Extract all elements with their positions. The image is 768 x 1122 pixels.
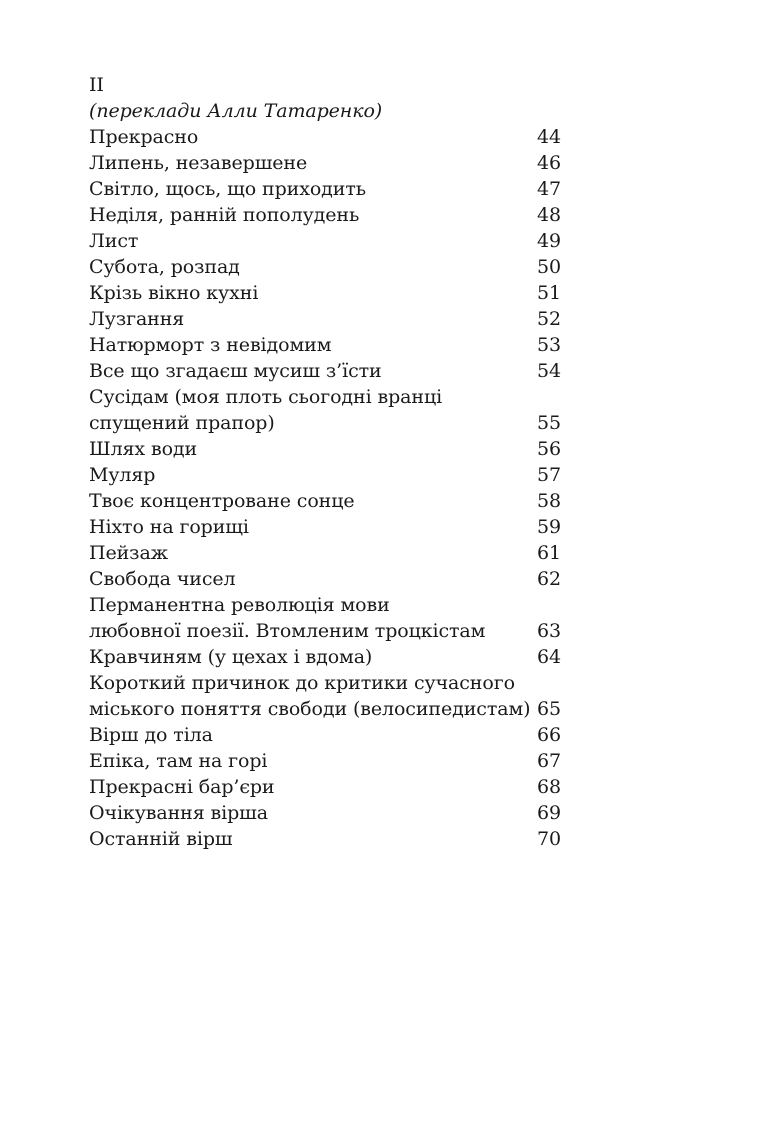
table-of-contents-page: [89, 72, 561, 852]
toc-entry-title: Лист: [89, 230, 139, 252]
toc-entry-page-number: 70: [537, 828, 561, 850]
toc-entry: [89, 150, 561, 176]
toc-entry-title: Неділя, ранній пополудень: [89, 204, 360, 226]
toc-entry: [89, 306, 561, 332]
toc-entry: [89, 566, 561, 592]
toc-entry: [89, 176, 561, 202]
toc-entry-page-number: 52: [537, 308, 561, 330]
toc-entry-title: Вірш до тіла: [89, 724, 213, 746]
toc-entry-page-number: 68: [537, 776, 561, 798]
toc-entry-title: Епіка, там на горі: [89, 750, 268, 772]
toc-entry: [89, 462, 561, 488]
toc-entry: [89, 124, 561, 150]
toc-entry: [89, 358, 561, 384]
toc-entry: [89, 670, 561, 722]
section-subtitle: (переклади Алли Татаренко): [89, 100, 383, 122]
toc-entry-page-number: 62: [537, 568, 561, 590]
toc-list: [89, 124, 561, 852]
toc-entry-page-number: 58: [537, 490, 561, 512]
toc-entry: [89, 774, 561, 800]
toc-entry: [89, 514, 561, 540]
toc-entry: [89, 748, 561, 774]
toc-entry: [89, 826, 561, 852]
section-heading: II: [89, 74, 104, 96]
toc-entry-title: Прекрасні бар’єри: [89, 776, 275, 798]
toc-entry-page-number: 65: [537, 698, 561, 720]
toc-entry-title: любовної поезії. Втомленим троцкістам: [89, 620, 486, 642]
toc-entry-title: Лузгання: [89, 308, 185, 330]
toc-entry: [89, 280, 561, 306]
toc-entry-title: Крізь вікно кухні: [89, 282, 259, 304]
toc-entry-page-number: 44: [537, 126, 561, 148]
toc-entry-title: Короткий причинок до критики сучасного: [89, 672, 515, 694]
toc-entry-page-number: 50: [537, 256, 561, 278]
toc-entry: [89, 384, 561, 436]
toc-entry-page-number: 47: [537, 178, 561, 200]
toc-entry-title: Перманентна революція мови: [89, 594, 390, 616]
toc-entry-page-number: 63: [537, 620, 561, 642]
toc-entry: [89, 644, 561, 670]
toc-entry: [89, 540, 561, 566]
toc-entry-page-number: 51: [537, 282, 561, 304]
toc-entry-page-number: 69: [537, 802, 561, 824]
toc-entry-title: спущений прапор): [89, 412, 275, 434]
toc-entry-title: Натюрморт з невідомим: [89, 334, 332, 356]
toc-entry-page-number: 53: [537, 334, 561, 356]
toc-entry-page-number: 56: [537, 438, 561, 460]
toc-entry: [89, 228, 561, 254]
toc-entry: [89, 722, 561, 748]
toc-entry-title: Пейзаж: [89, 542, 169, 564]
toc-entry: [89, 202, 561, 228]
toc-entry-title: Ніхто на горищі: [89, 516, 249, 538]
toc-entry-title: міського поняття свободи (велосипедистам): [89, 698, 531, 720]
toc-entry-title: Прекрасно: [89, 126, 199, 148]
toc-entry: [89, 800, 561, 826]
toc-entry-title: Липень, незавершене: [89, 152, 308, 174]
toc-entry-title: Все що згадаєш мусиш з’їсти: [89, 360, 382, 382]
toc-entry-title: Субота, розпад: [89, 256, 240, 278]
toc-entry-page-number: 48: [537, 204, 561, 226]
toc-entry-title: Шлях води: [89, 438, 198, 460]
toc-entry-page-number: 49: [537, 230, 561, 252]
toc-entry: [89, 332, 561, 358]
toc-entry-page-number: 66: [537, 724, 561, 746]
toc-entry-title: Муляр: [89, 464, 156, 486]
toc-entry-page-number: 59: [537, 516, 561, 538]
toc-entry-page-number: 64: [537, 646, 561, 668]
toc-entry-title: Очікування вірша: [89, 802, 268, 824]
toc-entry-title: Свобода чисел: [89, 568, 236, 590]
toc-entry-title: Сусідам (моя плоть сьогодні вранці: [89, 386, 443, 408]
toc-entry: [89, 592, 561, 644]
toc-entry: [89, 436, 561, 462]
toc-entry-page-number: 61: [537, 542, 561, 564]
toc-entry-page-number: 46: [537, 152, 561, 174]
toc-entry-title: Кравчиням (у цехах і вдома): [89, 646, 373, 668]
toc-entry-title: Світло, щось, що приходить: [89, 178, 366, 200]
toc-entry-title: Твоє концентроване сонце: [89, 490, 355, 512]
toc-entry: [89, 488, 561, 514]
toc-entry-page-number: 57: [537, 464, 561, 486]
toc-entry-title: Останній вірш: [89, 828, 233, 850]
toc-entry-page-number: 55: [537, 412, 561, 434]
toc-entry-page-number: 67: [537, 750, 561, 772]
toc-entry-page-number: 54: [537, 360, 561, 382]
toc-entry: [89, 254, 561, 280]
